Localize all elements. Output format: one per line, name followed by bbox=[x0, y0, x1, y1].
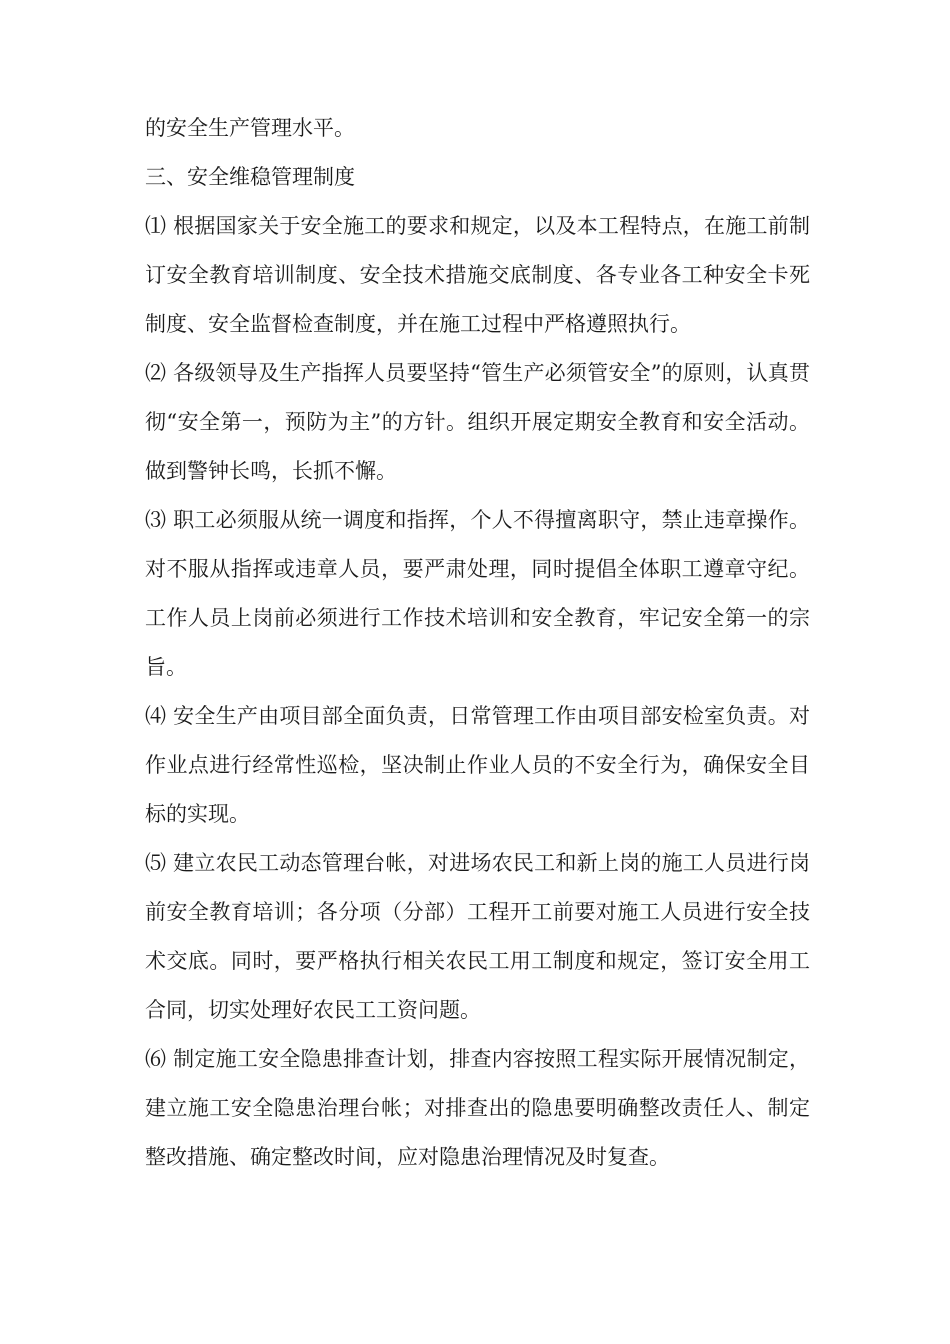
paragraph-continuation: 的安全生产管理水平。 bbox=[145, 116, 355, 140]
document-body bbox=[145, 104, 810, 1182]
paragraph-item-5: ⑸ 建立农民工动态管理台帐，对进场农民工和新上岗的施工人员进行岗前安全教育培训；各分项（分部）工程开工前要对施工人员进行安全技术交底。同时，要严格执行相关农民工用工制度和规定，签订安全用工合同，切实处理好农民工工资问题。 bbox=[145, 851, 810, 1022]
section-heading: 三、安全维稳管理制度 bbox=[145, 165, 355, 189]
paragraph-item-3: ⑶ 职工必须服从统一调度和指挥，个人不得擅离职守，禁止违章操作。对不服从指挥或违章人员，要严肃处理，同时提倡全体职工遵章守纪。工作人员上岗前必须进行工作技术培训和安全教育，牢记安全第一的宗旨。 bbox=[145, 508, 810, 679]
paragraph-item-4: ⑷ 安全生产由项目部全面负责，日常管理工作由项目部安检室负责。对作业点进行经常性巡检，坚决制止作业人员的不安全行为，确保安全目标的实现。 bbox=[145, 704, 810, 826]
paragraph-item-6: ⑹ 制定施工安全隐患排查计划，排查内容按照工程实际开展情况制定，建立施工安全隐患治理台帐；对排查出的隐患要明确整改责任人、制定整改措施、确定整改时间，应对隐患治理情况及时复查。 bbox=[145, 1047, 810, 1169]
paragraph-item-1: ⑴ 根据国家关于安全施工的要求和规定，以及本工程特点，在施工前制订安全教育培训制度、安全技术措施交底制度、各专业各工种安全卡死制度、安全监督检查制度，并在施工过程中严格遵照执行。 bbox=[145, 214, 810, 336]
paragraph-item-2: ⑵ 各级领导及生产指挥人员要坚持“管生产必须管安全”的原则，认真贯彻“安全第一，预防为主”的方针。组织开展定期安全教育和安全活动。做到警钟长鸣，长抓不懈。 bbox=[145, 361, 810, 483]
